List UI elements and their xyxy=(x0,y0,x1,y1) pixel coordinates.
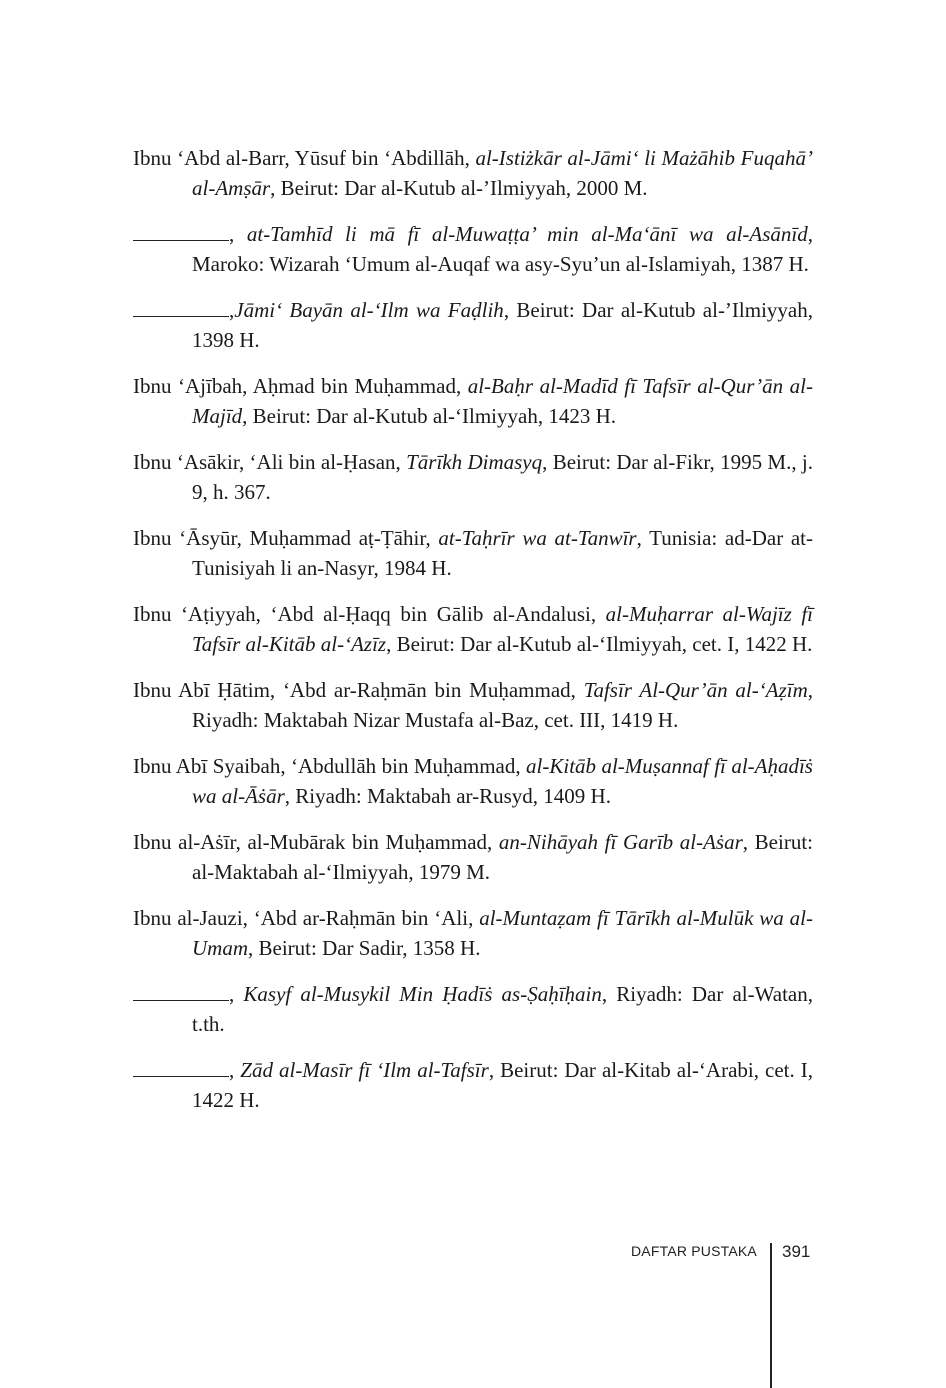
ditto-dash xyxy=(133,298,229,317)
entry-author: Ibnu Abī Syaibah, ‘Abdullāh bin Muḥammad, xyxy=(133,754,527,778)
bibliography-list xyxy=(133,143,813,1131)
entry-publication: , Riyadh: Maktabah ar-Rusyd, 1409 H. xyxy=(284,784,611,808)
entry-title: Jāmi‘ Bayān al-‘Ilm wa Faḍlih xyxy=(234,298,504,322)
ditto-dash xyxy=(133,222,229,241)
bibliography-entry: ,Jāmi‘ Bayān al-‘Ilm wa Faḍlih, Beirut: Dar al-Kutub al-’Ilmiyyah, 1398 H. xyxy=(133,295,813,355)
entry-title: at-Taḥrīr wa at-Tanwīr xyxy=(438,526,637,550)
entry-title: Tafsīr Al-Qur’ān al-‘Aẓīm xyxy=(583,678,808,702)
ditto-dash xyxy=(133,1058,229,1077)
entry-title: at-Tamhīd li mā fī al-Muwaṭṭa’ min al-Ma‘ānī wa al-Asānīd xyxy=(246,222,808,246)
entry-publication: , Maroko: Wizarah ‘Umum al-Auqaf wa asy-Syu’un al-Islamiyah, 1387 H. xyxy=(192,222,814,276)
entry-publication: , Beirut: al-Maktabah al-‘Ilmiyyah, 1979 M. xyxy=(192,830,813,884)
entry-publication: , Tunisia: ad-Dar at-Tunisiyah li an-Nasyr, 1984 H. xyxy=(192,526,814,580)
entry-author: Ibnu ‘Aṭiyyah, ‘Abd al-Ḥaqq bin Gālib al-Andalusi, xyxy=(133,602,606,626)
entry-title: Tārīkh Dimasyq xyxy=(406,450,543,474)
bibliography-entry xyxy=(133,599,813,659)
entry-title: an-Nihāyah fī Garīb al-Aṡar xyxy=(498,830,743,854)
ditto-dash xyxy=(133,982,229,1001)
bibliography-entry xyxy=(133,447,813,507)
entry-title: Zād al-Masīr fī ‘Ilm al-Tafsīr xyxy=(240,1058,489,1082)
running-footer-section: DAFTAR PUSTAKA xyxy=(631,1243,757,1259)
bibliography-entry xyxy=(133,675,813,735)
entry-author: Ibnu Abī Ḥātim, ‘Abd ar-Raḥmān bin Muḥammad, xyxy=(133,678,584,702)
footer-divider xyxy=(770,1243,772,1388)
entry-publication: , Riyadh: Maktabah Nizar Mustafa al-Baz, cet. III, 1419 H. xyxy=(192,678,813,732)
entry-title: al-Istiżkār al-Jāmi‘ li Mażāhib Fuqahā’ al-Amṣār xyxy=(192,146,813,200)
entry-publication: , Riyadh: Dar al-Watan, t.th. xyxy=(192,982,813,1036)
bibliography-entry: , at-Tamhīd li mā fī al-Muwaṭṭa’ min al-Ma‘ānī wa al-Asānīd, Maroko: Wizarah ‘Umum al-Auqaf wa asy-Syu’un al-Islamiyah, 1387 H. xyxy=(133,219,813,279)
entry-publication: , Beirut: Dar Sadir, 1358 H. xyxy=(248,936,481,960)
page-number: 391 xyxy=(782,1242,811,1261)
entry-publication: , Beirut: Dar al-Kutub al-‘Ilmiyyah, cet. I, 1422 H. xyxy=(386,632,813,656)
entry-author: Ibnu ‘Āsyūr, Muḥammad aṭ-Ṭāhir, xyxy=(133,526,439,550)
bibliography-entry xyxy=(133,903,813,963)
entry-author: Ibnu ‘Asākir, ‘Ali bin al-Ḥasan, xyxy=(133,450,407,474)
entry-title: al-Muntaẓam fī Tārīkh al-Mulūk wa al-Umam xyxy=(192,906,813,960)
bibliography-entry xyxy=(133,827,813,887)
entry-author: Ibnu al-Jauzi, ‘Abd ar-Raḥmān bin ‘Ali, xyxy=(133,906,480,930)
bibliography-entry: , Kasyf al-Musykil Min Ḥadīṡ as-Ṣaḥīḥain, Riyadh: Dar al-Watan, t.th. xyxy=(133,979,813,1039)
entry-publication: , Beirut: Dar al-Kutub al-’Ilmiyyah, 2000 M. xyxy=(270,176,648,200)
entry-publication: , Beirut: Dar al-Kutub al-‘Ilmiyyah, 1423 H. xyxy=(242,404,616,428)
entry-title: al-Baḥr al-Madīd fī Tafsīr al-Qur’ān al-Majīd xyxy=(192,374,813,428)
entry-title: al-Muḥarrar al-Wajīz fī Tafsīr al-Kitāb al-‘Azīz xyxy=(192,602,813,656)
bibliography-entry xyxy=(133,523,813,583)
entry-author: Ibnu al-Aṡīr, al-Mubārak bin Muḥammad, xyxy=(133,830,499,854)
bibliography-entry xyxy=(133,143,813,203)
bibliography-entry xyxy=(133,371,813,431)
entry-author: Ibnu ‘Abd al-Barr, Yūsuf bin ‘Abdillāh, xyxy=(133,146,476,170)
entry-publication: , Beirut: Dar al-Fikr, 1995 M., j. 9, h. 367. xyxy=(192,450,814,504)
entry-publication: , Beirut: Dar al-Kitab al-‘Arabi, cet. I, 1422 H. xyxy=(192,1058,813,1112)
bibliography-entry: , Zād al-Masīr fī ‘Ilm al-Tafsīr, Beirut: Dar al-Kitab al-‘Arabi, cet. I, 1422 H. xyxy=(133,1055,813,1115)
entry-title: al-Kitāb al-Muṣannaf fī al-Aḥadīṡ wa al-Āṡār xyxy=(192,754,813,808)
entry-publication: , Beirut: Dar al-Kutub al-’Ilmiyyah, 1398 H. xyxy=(192,298,813,352)
entry-author: Ibnu ‘Ajībah, Aḥmad bin Muḥammad, xyxy=(133,374,468,398)
entry-title: Kasyf al-Musykil Min Ḥadīṡ as-Ṣaḥīḥain xyxy=(243,982,602,1006)
bibliography-entry xyxy=(133,751,813,811)
